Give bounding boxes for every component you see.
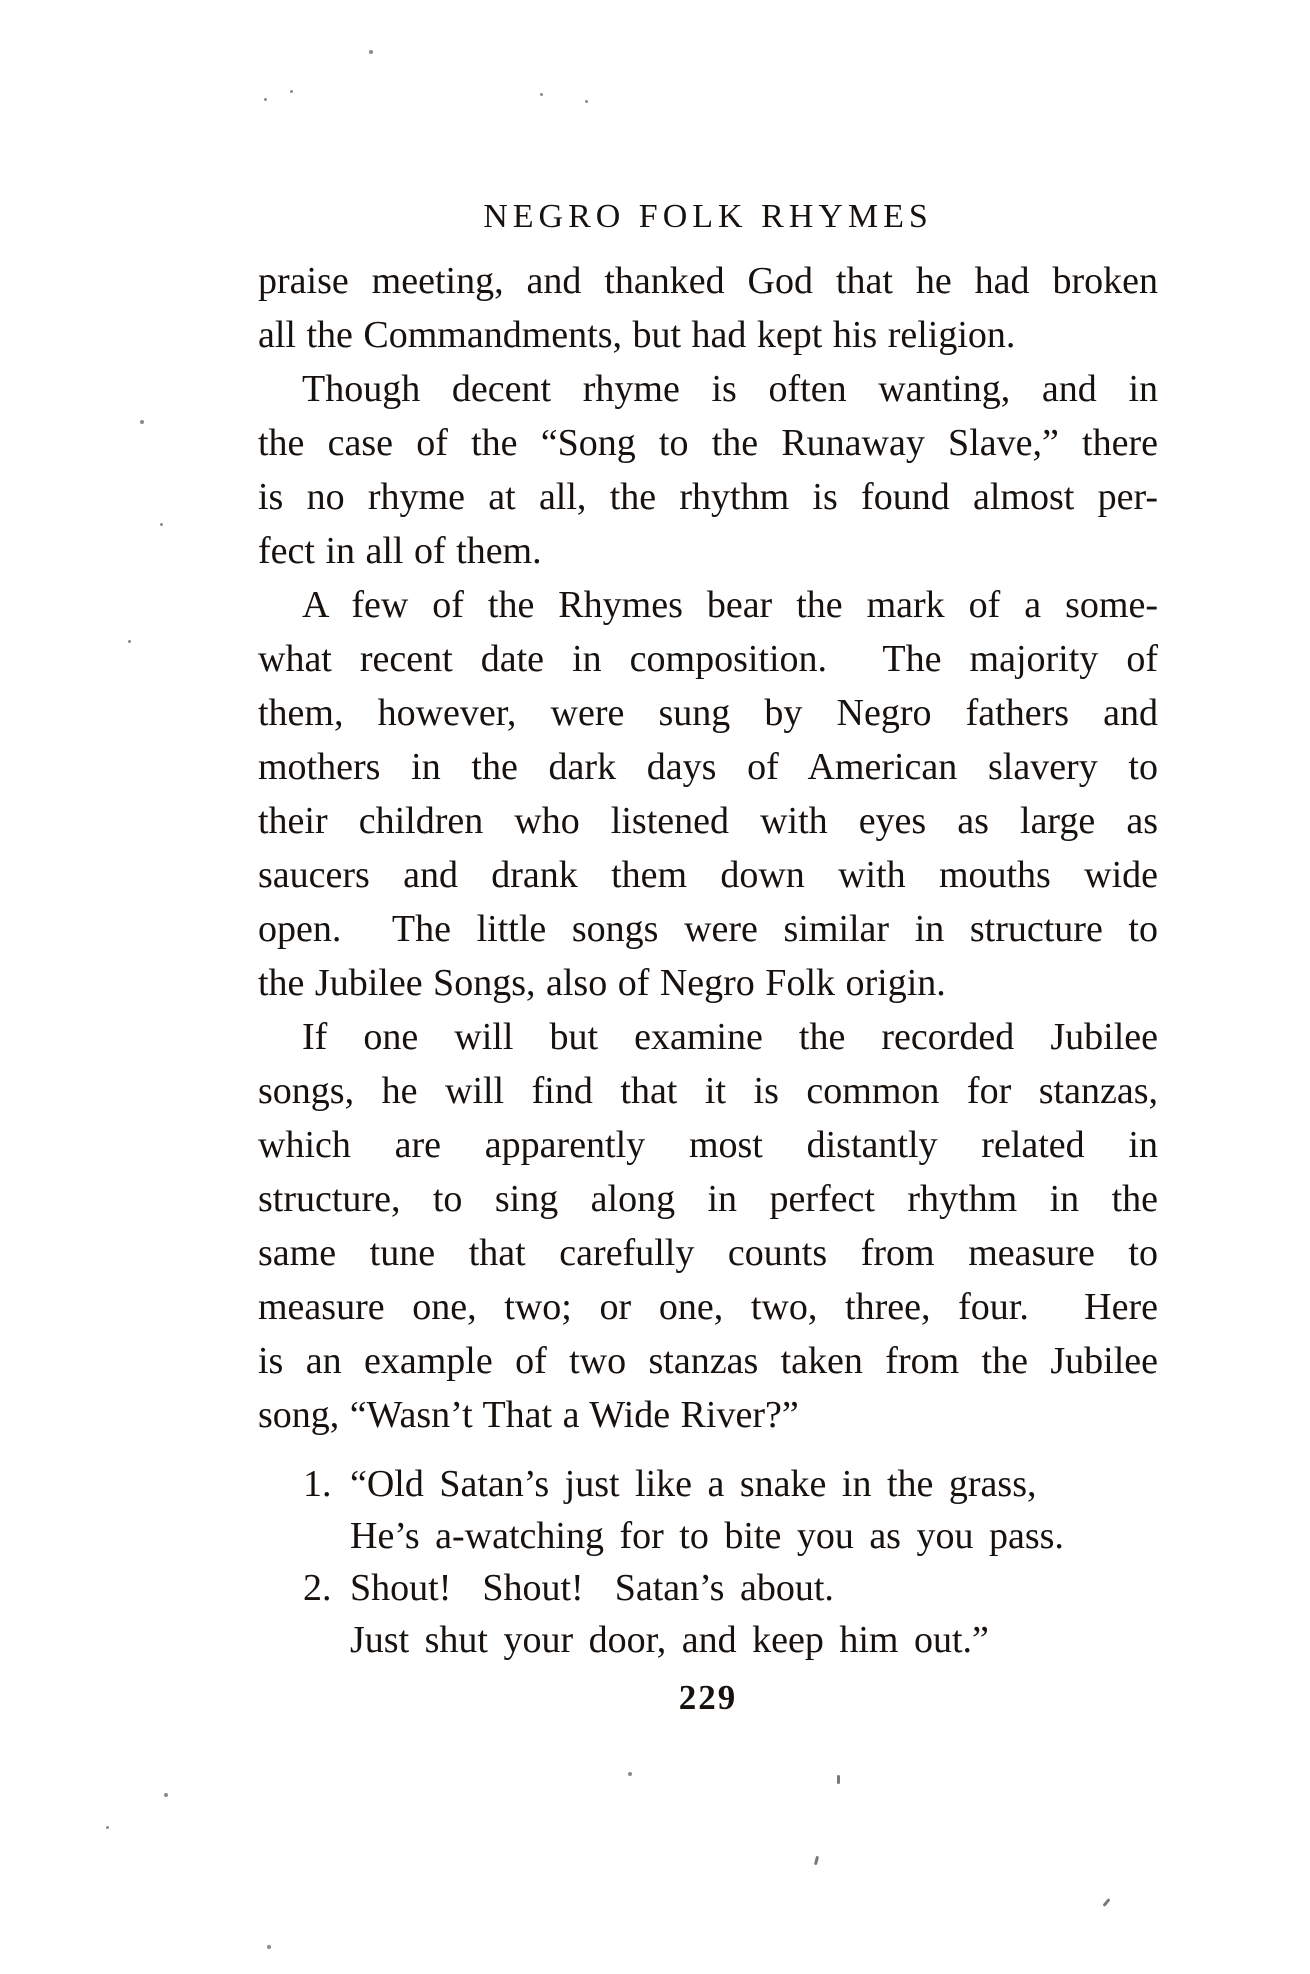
text-line: structure, to sing along in perfect rhythm in the — [258, 1178, 1158, 1220]
text-line: open. The little songs were similar in structure to — [258, 908, 1158, 950]
stanza — [303, 1458, 1158, 1562]
scan-speck — [128, 640, 131, 643]
text-line: A few of the Rhymes bear the mark of a some- — [302, 584, 1158, 626]
text-line: is no rhyme at all, the rhythm is found almost per- — [258, 476, 1158, 518]
stanza-number: 2. — [303, 1567, 332, 1609]
paragraph — [258, 362, 1158, 578]
scan-speck — [267, 1945, 271, 1949]
scan-tick — [1102, 1898, 1110, 1907]
text-line: If one will but examine the recorded Jubilee — [302, 1016, 1158, 1058]
scan-speck — [540, 93, 543, 96]
scan-speck — [264, 98, 267, 101]
paragraph — [258, 578, 1158, 1010]
page-number: 229 — [678, 1678, 738, 1717]
text-line: the Jubilee Songs, also of Negro Folk origin. — [258, 962, 946, 1004]
text-line: is an example of two stanzas taken from the Jubilee — [258, 1340, 1158, 1382]
text-line: same tune that carefully counts from measure to — [258, 1232, 1158, 1274]
text-line: their children who listened with eyes as large as — [258, 800, 1158, 842]
running-header: NEGRO FOLK RHYMES — [483, 198, 933, 235]
scan-tick — [814, 1856, 819, 1865]
body-text — [258, 254, 1158, 1666]
text-line: them, however, were sung by Negro fathers and — [258, 692, 1158, 734]
text-line: which are apparently most distantly related in — [258, 1124, 1158, 1166]
text-line: song, “Wasn’t That a Wide River?” — [258, 1394, 799, 1436]
scan-speck — [585, 100, 588, 103]
scan-speck — [369, 50, 373, 54]
text-line: all the Commandments, but had kept his religion. — [258, 314, 1016, 356]
text-line: measure one, two; or one, two, three, four. Here — [258, 1286, 1158, 1328]
text-line: fect in all of them. — [258, 530, 542, 572]
text-line: Though decent rhyme is often wanting, and in — [302, 368, 1158, 410]
verse-line: Just shut your door, and keep him out.” — [350, 1619, 989, 1661]
text-line: mothers in the dark days of American slavery to — [258, 746, 1158, 788]
paragraph — [258, 254, 1158, 362]
scan-speck — [628, 1772, 632, 1776]
scan-speck — [160, 523, 163, 526]
verse-line: He’s a-watching for to bite you as you pass. — [350, 1515, 1064, 1557]
body-paragraphs — [258, 254, 1158, 1442]
scan-tick — [837, 1775, 840, 1784]
stanza-lines — [350, 1562, 1158, 1666]
scan-speck — [164, 1793, 168, 1797]
text-line: songs, he will find that it is common for stanzas, — [258, 1070, 1158, 1112]
verse — [303, 1458, 1158, 1666]
stanza-number: 1. — [303, 1463, 332, 1505]
text-line: the case of the “Song to the Runaway Slave,” there — [258, 422, 1158, 464]
stanza — [303, 1562, 1158, 1666]
scan-speck — [106, 1826, 109, 1829]
scan-speck — [290, 90, 293, 93]
verse-line: Shout! Shout! Satan’s about. — [350, 1567, 834, 1609]
text-line: praise meeting, and thanked God that he had broken — [258, 260, 1158, 302]
text-line: saucers and drank them down with mouths wide — [258, 854, 1158, 896]
verse-line: “Old Satan’s just like a snake in the grass, — [350, 1463, 1037, 1505]
text-line: what recent date in composition. The majority of — [258, 638, 1158, 680]
scan-speck — [140, 420, 144, 424]
stanza-lines — [350, 1458, 1158, 1562]
paragraph — [258, 1010, 1158, 1442]
